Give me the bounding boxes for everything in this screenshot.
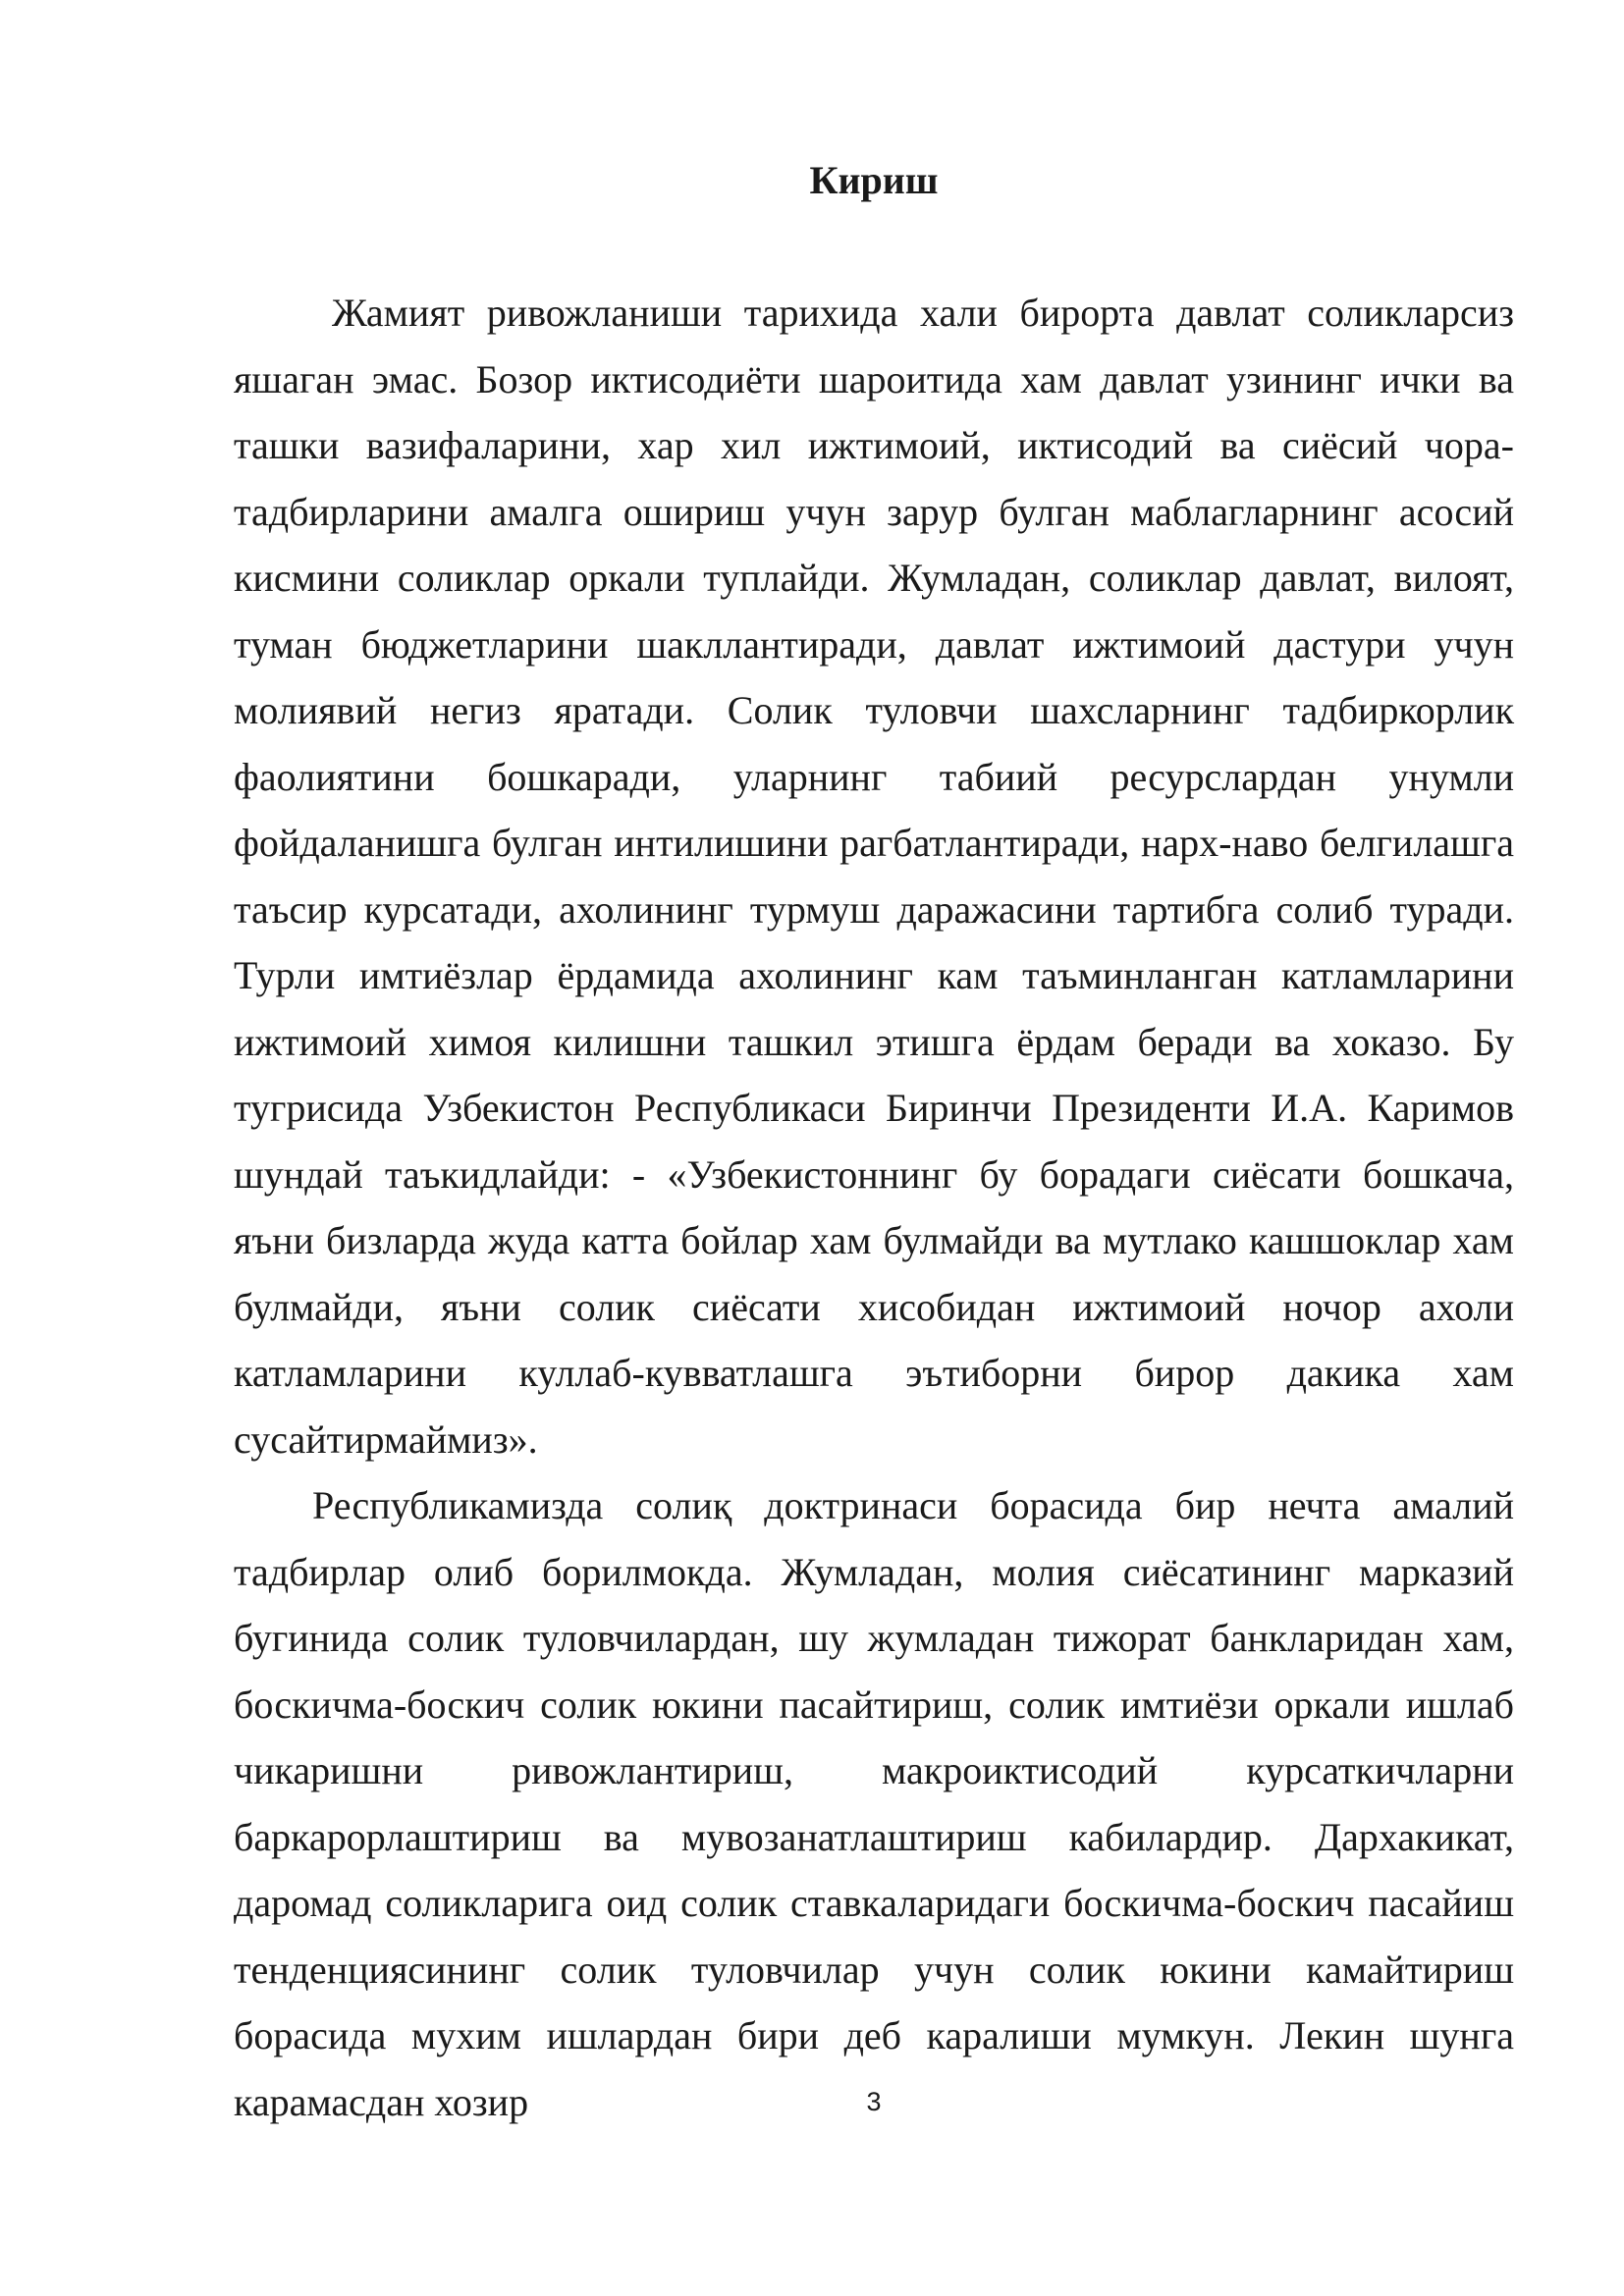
paragraph-2: Республикамизда солиқ доктринаси борасида бир нечта амалий тадбирлар олиб борилмокда. Жумладан, молия сиёсатининг марказий бугинида солик туловчилардан, шу жумладан тижорат банкларидан хам, боскичма-боскич солик юкини пасайтириш, солик имтиёзи оркали ишлаб чикаришни ривожлантириш, макроиктисодий курсаткичларни баркарорлаштириш ва мувозанатлаштириш кабилардир. Дархакикат, даромад соликларига оид солик ставкаларидаги боскичма-боскич пасайиш тенденциясининг солик туловчилар учун солик юкини камайтириш борасида мухим ишлардан бири деб каралиши мумкун. Лекин шунга карамасдан хозир	[234, 1483, 1514, 2124]
page-title: Кириш	[809, 158, 939, 202]
body-text	[234, 280, 1514, 2135]
page-number: 3	[866, 2087, 882, 2116]
paragraph-1: Жамият ривожланиши тарихида хали бирорта давлат соликларсиз яшаган эмас. Бозор иктисодиёти шароитида хам давлат узининг ички ва ташки вазифаларини, хар хил ижтимоий, иктисодий ва сиёсий чора-тадбирларини амалга ошириш учун зарур булган маблагларнинг асосий кисмини соликлар оркали туплайди. Жумладан, соликлар давлат, вилоят, туман бюджетларини шакллантиради, давлат ижтимоий дастури учун молиявий негиз яратади. Солик туловчи шахсларнинг тадбиркорлик фаолиятини бошкаради, уларнинг табиий ресурслардан унумли фойдаланишга булган интилишини рагбатлантиради, нарх-наво белгилашга таъсир курсатади, ахолининг турмуш даражасини тартибга солиб туради. Турли имтиёзлар ёрдамида ахолининг кам таъминланган катламларини ижтимоий химоя килишни ташкил этишга ёрдам беради ва хоказо. Бу тугрисида Узбекистон Республикаси Биринчи Президенти И.А. Каримов шундай таъкидлайди: - «Узбекистоннинг бу борадаги сиёсати бошкача, яъни бизларда жуда катта бойлар хам булмайди ва мутлако кашшоклар хам булмайди, яъни солик сиёсати хисобидан ижтимоий ночор ахоли катламларини куллаб-кувватлашга эътиборни бирор дакика хам сусайтирмаймиз».	[234, 291, 1514, 1462]
